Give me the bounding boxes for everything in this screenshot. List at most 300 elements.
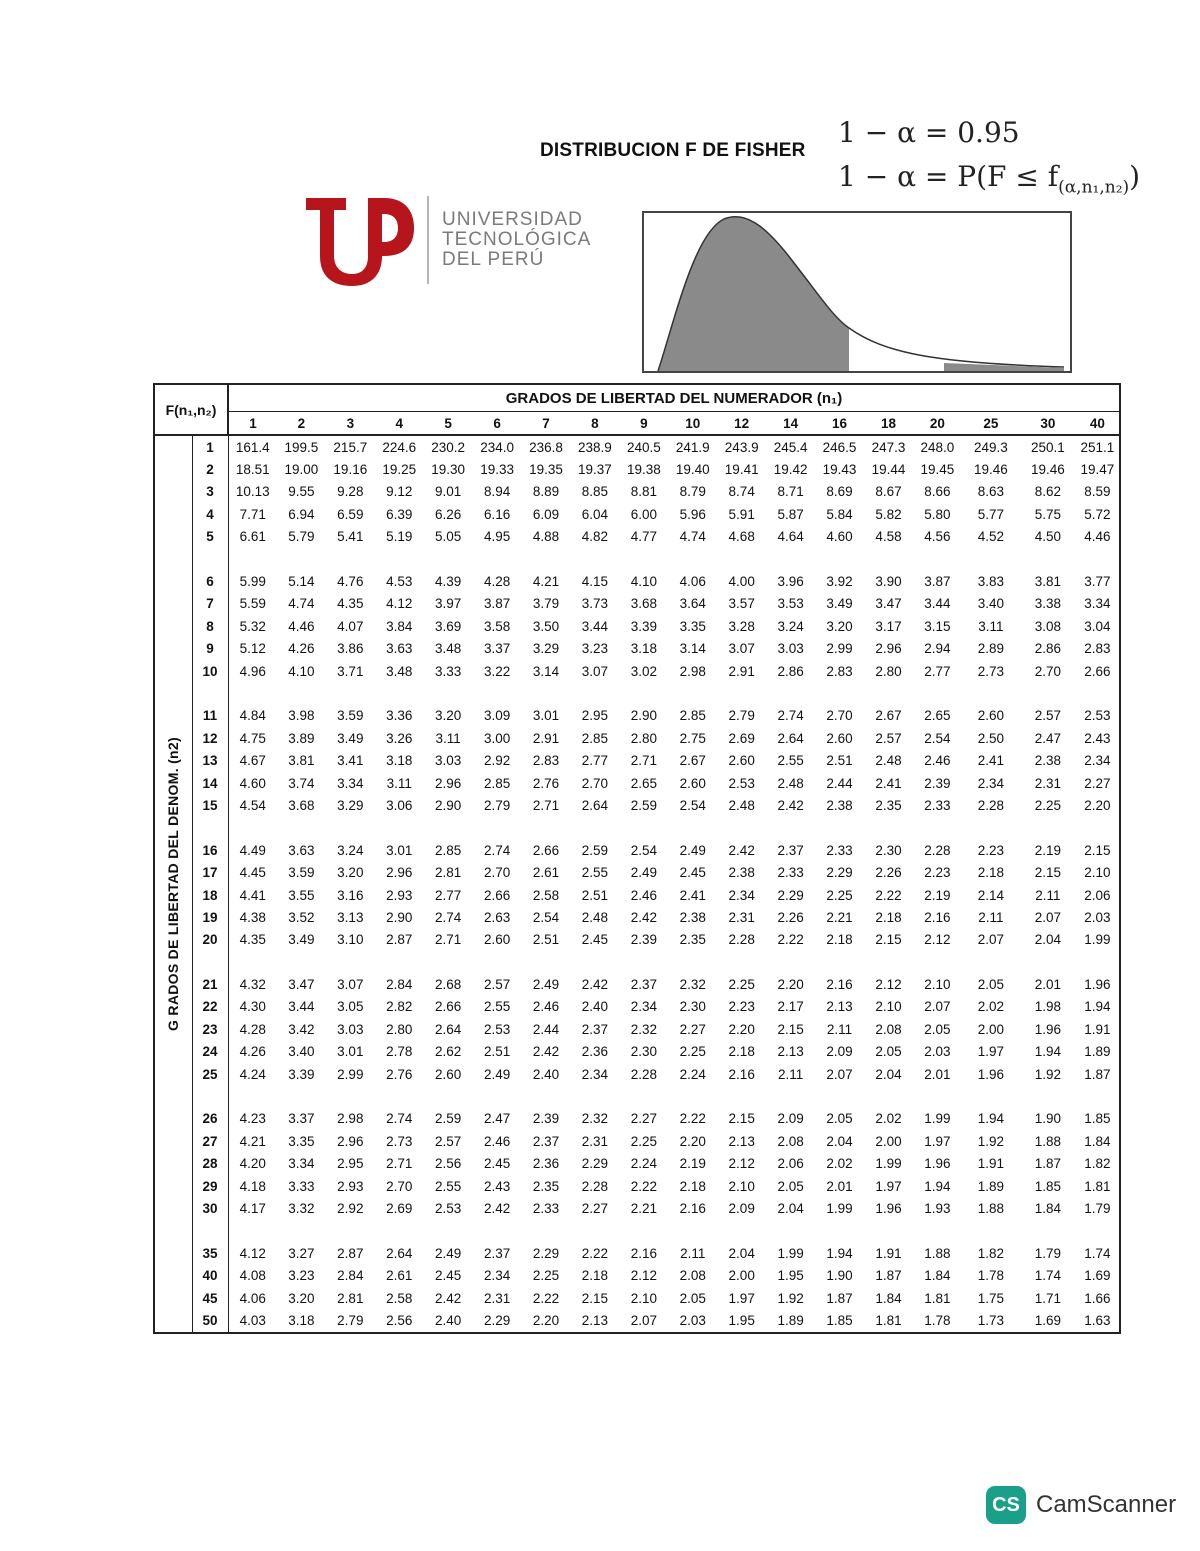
table-cell: 3.49 bbox=[337, 730, 364, 746]
table-cell: 4.77 bbox=[630, 529, 657, 545]
table-cell: 2.16 bbox=[826, 977, 853, 993]
table-cell: 2.71 bbox=[435, 932, 462, 948]
table-cell: 2.37 bbox=[532, 1133, 560, 1149]
table-cell: 1.87 bbox=[1034, 1156, 1061, 1172]
table-cell: 3.07 bbox=[728, 641, 755, 657]
table-cell: 2.08 bbox=[875, 1021, 902, 1037]
table-cell: 1.91 bbox=[1084, 1021, 1111, 1037]
table-cell: 2.45 bbox=[435, 1268, 462, 1284]
table-cell: 1.69 bbox=[1034, 1312, 1061, 1328]
table-cell: 2.74 bbox=[435, 909, 462, 925]
table-cell: 1.87 bbox=[1084, 1066, 1111, 1082]
table-cell: 2.95 bbox=[337, 1156, 364, 1172]
table-cell: 2.12 bbox=[875, 977, 902, 993]
table-cell: 2.79 bbox=[483, 797, 511, 813]
table-cell: 2.32 bbox=[679, 977, 706, 993]
table-cell: 2.80 bbox=[386, 1021, 413, 1037]
table-row bbox=[154, 929, 1120, 951]
table-cell: 2.23 bbox=[977, 842, 1004, 858]
table-cell: 2.64 bbox=[386, 1245, 413, 1261]
table-cell: 2.30 bbox=[875, 842, 902, 858]
table-cell: 2.50 bbox=[977, 730, 1004, 746]
table-cell: 2.11 bbox=[1035, 887, 1061, 903]
table-cell: 1.66 bbox=[1084, 1290, 1111, 1306]
table-cell: 2.33 bbox=[777, 865, 804, 881]
table-cell: 4.64 bbox=[777, 529, 804, 545]
table-cell: 3.34 bbox=[1084, 596, 1111, 612]
table-cell: 3.84 bbox=[386, 618, 413, 634]
table-cell: 2.67 bbox=[679, 753, 706, 769]
table-cell: 1.95 bbox=[777, 1268, 804, 1284]
table-cell: 240.5 bbox=[626, 439, 661, 455]
table-cell: 2.29 bbox=[826, 865, 853, 881]
table-cell: 2.74 bbox=[386, 1111, 413, 1127]
table-cell: 2.47 bbox=[483, 1111, 511, 1127]
table-cell: 3.64 bbox=[679, 596, 706, 612]
table-cell: 2.68 bbox=[435, 977, 462, 993]
table-cell: 2.25 bbox=[630, 1133, 657, 1149]
table-cell: 3.39 bbox=[630, 618, 657, 634]
table-cell: 6.39 bbox=[386, 506, 413, 522]
group-spacer bbox=[154, 817, 1120, 839]
table-cell: 2.85 bbox=[435, 842, 462, 858]
table-cell: 3.97 bbox=[435, 596, 462, 612]
table-cell: 2.85 bbox=[679, 708, 706, 724]
column-header: 20 bbox=[913, 412, 962, 436]
table-cell: 5.14 bbox=[288, 574, 315, 590]
table-cell: 2.04 bbox=[826, 1133, 853, 1149]
table-cell: 2.92 bbox=[483, 753, 511, 769]
row-header-n2: 16 bbox=[192, 839, 228, 861]
table-cell: 4.32 bbox=[239, 977, 266, 993]
table-cell: 3.36 bbox=[386, 708, 413, 724]
column-header: 3 bbox=[326, 412, 375, 436]
table-cell: 1.84 bbox=[875, 1290, 902, 1306]
table-cell: 2.28 bbox=[630, 1066, 657, 1082]
f-table bbox=[153, 383, 1121, 1334]
table-cell: 4.03 bbox=[239, 1312, 266, 1328]
table-row bbox=[154, 570, 1120, 592]
table-cell: 1.82 bbox=[1084, 1156, 1111, 1172]
table-cell: 1.94 bbox=[1084, 999, 1111, 1015]
table-cell: 4.10 bbox=[630, 574, 657, 590]
table-cell: 2.70 bbox=[581, 775, 609, 791]
table-cell: 1.90 bbox=[826, 1268, 853, 1284]
table-cell: 3.41 bbox=[337, 753, 364, 769]
table-cell: 1.91 bbox=[977, 1156, 1004, 1172]
table-cell: 2.64 bbox=[777, 730, 804, 746]
table-cell: 9.12 bbox=[386, 484, 413, 500]
table-cell: 2.10 bbox=[875, 999, 902, 1015]
table-cell: 2.28 bbox=[977, 797, 1004, 813]
table-cell: 2.96 bbox=[875, 641, 902, 657]
table-cell: 19.16 bbox=[333, 462, 368, 478]
table-cell: 3.24 bbox=[777, 618, 804, 634]
table-cell: 6.59 bbox=[337, 506, 364, 522]
table-cell: 2.20 bbox=[728, 1021, 755, 1037]
table-cell: 2.41 bbox=[977, 753, 1004, 769]
table-cell: 1.69 bbox=[1084, 1268, 1111, 1284]
table-row bbox=[154, 1242, 1120, 1264]
table-cell: 2.11 bbox=[777, 1066, 804, 1082]
table-cell: 3.68 bbox=[630, 596, 657, 612]
row-header-n2: 35 bbox=[192, 1242, 228, 1264]
table-cell: 1.99 bbox=[826, 1200, 853, 1216]
table-cell: 8.79 bbox=[679, 484, 706, 500]
table-cell: 1.94 bbox=[826, 1245, 853, 1261]
table-cell: 4.46 bbox=[1084, 529, 1111, 545]
table-cell: 3.06 bbox=[386, 797, 413, 813]
row-header-n2: 30 bbox=[192, 1197, 228, 1219]
table-cell: 6.09 bbox=[532, 506, 560, 522]
table-cell: 8.63 bbox=[977, 484, 1004, 500]
table-cell: 4.08 bbox=[239, 1268, 266, 1284]
table-cell: 2.16 bbox=[728, 1066, 755, 1082]
table-cell: 5.82 bbox=[875, 506, 902, 522]
table-cell: 1.89 bbox=[1084, 1044, 1111, 1060]
table-cell: 3.58 bbox=[483, 618, 511, 634]
table-cell: 2.61 bbox=[386, 1268, 413, 1284]
table-cell: 3.28 bbox=[728, 618, 755, 634]
table-cell: 2.38 bbox=[679, 909, 706, 925]
table-cell: 1.73 bbox=[977, 1312, 1004, 1328]
row-header-n2: 23 bbox=[192, 1018, 228, 1040]
probability-formula bbox=[838, 160, 1140, 198]
table-cell: 8.81 bbox=[630, 484, 657, 500]
table-row bbox=[154, 996, 1120, 1018]
table-cell: 2.37 bbox=[581, 1021, 609, 1037]
table-cell: 2.76 bbox=[532, 775, 560, 791]
numerator-title: GRADOS DE LIBERTAD DEL NUMERADOR (n₁) bbox=[228, 384, 1120, 412]
table-cell: 4.88 bbox=[532, 529, 560, 545]
table-cell: 2.02 bbox=[826, 1156, 853, 1172]
row-header-n2: 3 bbox=[192, 481, 228, 503]
table-cell: 2.33 bbox=[826, 842, 853, 858]
table-cell: 2.45 bbox=[581, 932, 609, 948]
table-cell: 224.6 bbox=[382, 439, 417, 455]
table-cell: 2.25 bbox=[826, 887, 853, 903]
table-cell: 2.60 bbox=[826, 730, 853, 746]
utp-logo-mark bbox=[300, 190, 420, 286]
table-cell: 2.93 bbox=[337, 1178, 364, 1194]
column-header: 16 bbox=[815, 412, 864, 436]
table-cell: 3.01 bbox=[532, 708, 560, 724]
table-cell: 2.09 bbox=[728, 1200, 755, 1216]
table-cell: 2.18 bbox=[826, 932, 853, 948]
table-cell: 2.53 bbox=[483, 1021, 511, 1037]
table-cell: 2.85 bbox=[483, 775, 511, 791]
table-cell: 2.43 bbox=[1084, 730, 1111, 746]
university-line-2: TECNOLÓGICA bbox=[442, 229, 592, 250]
table-cell: 4.35 bbox=[337, 596, 364, 612]
table-cell: 3.07 bbox=[337, 977, 364, 993]
table-cell: 3.23 bbox=[581, 641, 609, 657]
table-cell: 2.22 bbox=[777, 932, 804, 948]
table-cell: 5.96 bbox=[679, 506, 706, 522]
table-cell: 2.59 bbox=[435, 1111, 462, 1127]
table-cell: 6.26 bbox=[435, 506, 462, 522]
table-row bbox=[154, 458, 1120, 480]
table-cell: 8.66 bbox=[924, 484, 951, 500]
table-cell: 2.34 bbox=[977, 775, 1004, 791]
table-cell: 2.40 bbox=[532, 1066, 560, 1082]
table-cell: 2.07 bbox=[977, 932, 1004, 948]
table-cell: 2.35 bbox=[532, 1178, 560, 1194]
row-header-n2: 2 bbox=[192, 458, 228, 480]
table-cell: 1.92 bbox=[777, 1290, 804, 1306]
table-cell: 2.00 bbox=[977, 1021, 1004, 1037]
group-spacer bbox=[154, 1220, 1120, 1242]
table-cell: 3.18 bbox=[288, 1312, 315, 1328]
table-cell: 2.20 bbox=[777, 977, 804, 993]
table-cell: 2.49 bbox=[435, 1245, 462, 1261]
table-cell: 243.9 bbox=[724, 439, 759, 455]
table-cell: 4.21 bbox=[239, 1133, 266, 1149]
table-cell: 2.73 bbox=[386, 1133, 413, 1149]
table-cell: 2.12 bbox=[924, 932, 951, 948]
table-cell: 4.00 bbox=[728, 574, 755, 590]
table-cell: 19.38 bbox=[626, 462, 661, 478]
table-cell: 1.84 bbox=[924, 1268, 951, 1284]
table-cell: 2.71 bbox=[386, 1156, 413, 1172]
table-cell: 2.15 bbox=[777, 1021, 804, 1037]
column-header: 25 bbox=[962, 412, 1020, 436]
table-cell: 2.04 bbox=[777, 1200, 804, 1216]
table-cell: 2.66 bbox=[483, 887, 511, 903]
table-cell: 2.40 bbox=[581, 999, 609, 1015]
table-cell: 2.77 bbox=[435, 887, 462, 903]
table-cell: 3.79 bbox=[532, 596, 560, 612]
table-cell: 1.78 bbox=[977, 1268, 1004, 1284]
table-cell: 2.22 bbox=[532, 1290, 560, 1306]
row-header-n2: 5 bbox=[192, 526, 228, 548]
table-cell: 3.03 bbox=[337, 1021, 364, 1037]
table-cell: 3.10 bbox=[337, 932, 364, 948]
table-cell: 3.48 bbox=[386, 663, 413, 679]
table-cell: 2.55 bbox=[483, 999, 511, 1015]
table-cell: 2.30 bbox=[679, 999, 706, 1015]
table-cell: 2.70 bbox=[483, 865, 511, 881]
table-cell: 2.87 bbox=[386, 932, 413, 948]
table-cell: 2.02 bbox=[977, 999, 1004, 1015]
table-cell: 2.60 bbox=[728, 753, 755, 769]
row-header-n2: 27 bbox=[192, 1130, 228, 1152]
row-header-n2: 6 bbox=[192, 570, 228, 592]
table-cell: 2.33 bbox=[532, 1200, 560, 1216]
table-cell: 2.22 bbox=[875, 887, 902, 903]
table-cell: 19.37 bbox=[578, 462, 612, 478]
table-cell: 2.46 bbox=[630, 887, 657, 903]
table-cell: 2.81 bbox=[337, 1290, 364, 1306]
row-header-n2: 8 bbox=[192, 615, 228, 637]
table-cell: 2.42 bbox=[728, 842, 755, 858]
table-cell: 2.23 bbox=[728, 999, 755, 1015]
table-cell: 4.67 bbox=[239, 753, 266, 769]
table-cell: 2.91 bbox=[532, 730, 560, 746]
table-row bbox=[154, 749, 1120, 771]
table-cell: 2.27 bbox=[1084, 775, 1111, 791]
table-cell: 2.38 bbox=[1034, 753, 1061, 769]
table-cell: 2.31 bbox=[483, 1290, 511, 1306]
table-cell: 3.34 bbox=[337, 775, 364, 791]
table-cell: 2.01 bbox=[826, 1178, 853, 1194]
table-cell: 19.45 bbox=[920, 462, 955, 478]
table-cell: 19.40 bbox=[675, 462, 710, 478]
table-cell: 2.08 bbox=[777, 1133, 804, 1149]
table-cell: 2.46 bbox=[924, 753, 951, 769]
table-cell: 2.87 bbox=[337, 1245, 364, 1261]
table-cell: 2.30 bbox=[630, 1044, 657, 1060]
table-cell: 2.70 bbox=[826, 708, 853, 724]
table-cell: 2.27 bbox=[581, 1200, 609, 1216]
probability-formula-main: 1 − α = P(F ≤ f bbox=[838, 160, 1059, 193]
column-header: 6 bbox=[473, 412, 522, 436]
table-cell: 3.16 bbox=[337, 887, 364, 903]
row-header-n2: 40 bbox=[192, 1264, 228, 1286]
row-header-n2: 9 bbox=[192, 638, 228, 660]
table-cell: 1.88 bbox=[924, 1245, 951, 1261]
table-row bbox=[154, 526, 1120, 548]
table-cell: 2.49 bbox=[679, 842, 706, 858]
table-cell: 2.86 bbox=[777, 663, 804, 679]
table-cell: 3.27 bbox=[288, 1245, 315, 1261]
table-cell: 3.63 bbox=[288, 842, 315, 858]
table-cell: 2.69 bbox=[728, 730, 755, 746]
page-title: DISTRIBUCION F DE FISHER bbox=[540, 140, 806, 161]
table-cell: 2.86 bbox=[1034, 641, 1061, 657]
row-header-n2: 14 bbox=[192, 772, 228, 794]
table-cell: 2.32 bbox=[581, 1111, 609, 1127]
table-row bbox=[154, 906, 1120, 928]
table-cell: 2.32 bbox=[630, 1021, 657, 1037]
column-header: 10 bbox=[668, 412, 717, 436]
table-cell: 3.23 bbox=[288, 1268, 315, 1284]
spacer-cell bbox=[192, 548, 228, 570]
table-cell: 3.01 bbox=[386, 842, 413, 858]
table-cell: 3.40 bbox=[977, 596, 1004, 612]
table-cell: 8.71 bbox=[777, 484, 804, 500]
denominator-label-cell bbox=[154, 435, 192, 1333]
table-cell: 3.52 bbox=[288, 909, 315, 925]
table-cell: 2.26 bbox=[777, 909, 804, 925]
table-cell: 234.0 bbox=[480, 439, 514, 455]
university-line-1: UNIVERSIDAD bbox=[442, 209, 583, 230]
table-cell: 2.99 bbox=[337, 1066, 364, 1082]
confidence-formula: 1 − α = 0.95 bbox=[838, 116, 1020, 149]
table-cell: 19.30 bbox=[431, 462, 466, 478]
table-cell: 3.74 bbox=[288, 775, 315, 791]
table-cell: 2.28 bbox=[581, 1178, 609, 1194]
table-cell: 2.92 bbox=[337, 1200, 364, 1216]
table-cell: 2.19 bbox=[679, 1156, 706, 1172]
table-cell: 3.55 bbox=[288, 887, 315, 903]
table-cell: 4.54 bbox=[239, 797, 266, 813]
table-cell: 2.40 bbox=[435, 1312, 462, 1328]
table-cell: 2.60 bbox=[679, 775, 706, 791]
table-cell: 3.29 bbox=[532, 641, 560, 657]
table-cell: 5.77 bbox=[977, 506, 1004, 522]
table-cell: 4.53 bbox=[386, 574, 413, 590]
table-cell: 2.51 bbox=[483, 1044, 511, 1060]
density-curve-graphic bbox=[644, 213, 1070, 371]
corner-label: F(n₁,n₂) bbox=[154, 384, 228, 435]
table-cell: 249.3 bbox=[973, 439, 1008, 455]
table-cell: 2.98 bbox=[337, 1111, 364, 1127]
table-cell: 2.43 bbox=[483, 1178, 511, 1194]
table-row bbox=[154, 1108, 1120, 1130]
table-cell: 2.69 bbox=[386, 1200, 413, 1216]
spacer-cell bbox=[228, 951, 1120, 973]
table-cell: 4.20 bbox=[239, 1156, 266, 1172]
table-cell: 1.92 bbox=[1034, 1066, 1061, 1082]
table-cell: 3.39 bbox=[288, 1066, 315, 1082]
table-cell: 2.12 bbox=[630, 1268, 657, 1284]
table-cell: 6.61 bbox=[239, 529, 266, 545]
table-cell: 1.89 bbox=[777, 1312, 804, 1328]
table-cell: 1.87 bbox=[875, 1268, 902, 1284]
table-cell: 2.80 bbox=[875, 663, 902, 679]
column-header: 1 bbox=[228, 412, 277, 436]
table-cell: 2.21 bbox=[630, 1200, 657, 1216]
table-cell: 4.45 bbox=[239, 865, 266, 881]
table-row bbox=[154, 1018, 1120, 1040]
table-cell: 3.92 bbox=[826, 574, 853, 590]
table-cell: 3.96 bbox=[777, 574, 804, 590]
table-cell: 2.23 bbox=[924, 865, 951, 881]
table-cell: 2.16 bbox=[630, 1245, 657, 1261]
table-cell: 1.95 bbox=[728, 1312, 755, 1328]
row-header-n2: 21 bbox=[192, 973, 228, 995]
table-cell: 1.81 bbox=[875, 1312, 902, 1328]
table-cell: 2.67 bbox=[875, 708, 902, 724]
table-cell: 2.96 bbox=[337, 1133, 364, 1149]
column-header: 8 bbox=[570, 412, 619, 436]
table-cell: 2.18 bbox=[581, 1268, 609, 1284]
table-cell: 1.92 bbox=[977, 1133, 1004, 1149]
table-cell: 19.41 bbox=[724, 462, 759, 478]
denominator-title: G RADOS DE LIBERTAD DEL DENOM. (n2) bbox=[165, 736, 182, 1031]
table-cell: 4.10 bbox=[288, 663, 315, 679]
table-cell: 19.46 bbox=[1030, 462, 1065, 478]
table-cell: 2.41 bbox=[875, 775, 902, 791]
table-cell: 2.01 bbox=[1034, 977, 1061, 993]
column-header: 9 bbox=[619, 412, 668, 436]
table-cell: 4.49 bbox=[239, 842, 266, 858]
table-cell: 2.59 bbox=[630, 797, 657, 813]
table-cell: 4.60 bbox=[826, 529, 853, 545]
table-cell: 2.44 bbox=[826, 775, 853, 791]
table-cell: 4.30 bbox=[239, 999, 266, 1015]
table-cell: 5.79 bbox=[288, 529, 315, 545]
table-cell: 2.07 bbox=[826, 1066, 853, 1082]
table-cell: 2.66 bbox=[532, 842, 560, 858]
table-cell: 2.09 bbox=[826, 1044, 853, 1060]
group-spacer bbox=[154, 682, 1120, 704]
table-cell: 4.26 bbox=[239, 1044, 266, 1060]
table-cell: 3.69 bbox=[435, 618, 462, 634]
table-cell: 2.73 bbox=[977, 663, 1004, 679]
table-row bbox=[154, 1175, 1120, 1197]
table-cell: 5.99 bbox=[239, 574, 266, 590]
table-cell: 1.85 bbox=[1084, 1111, 1111, 1127]
column-header: 7 bbox=[522, 412, 571, 436]
table-cell: 2.74 bbox=[483, 842, 511, 858]
table-cell: 3.04 bbox=[1084, 618, 1111, 634]
table-cell: 4.46 bbox=[288, 618, 315, 634]
table-cell: 19.25 bbox=[382, 462, 417, 478]
table-cell: 2.17 bbox=[777, 999, 804, 1015]
row-header-n2: 12 bbox=[192, 727, 228, 749]
